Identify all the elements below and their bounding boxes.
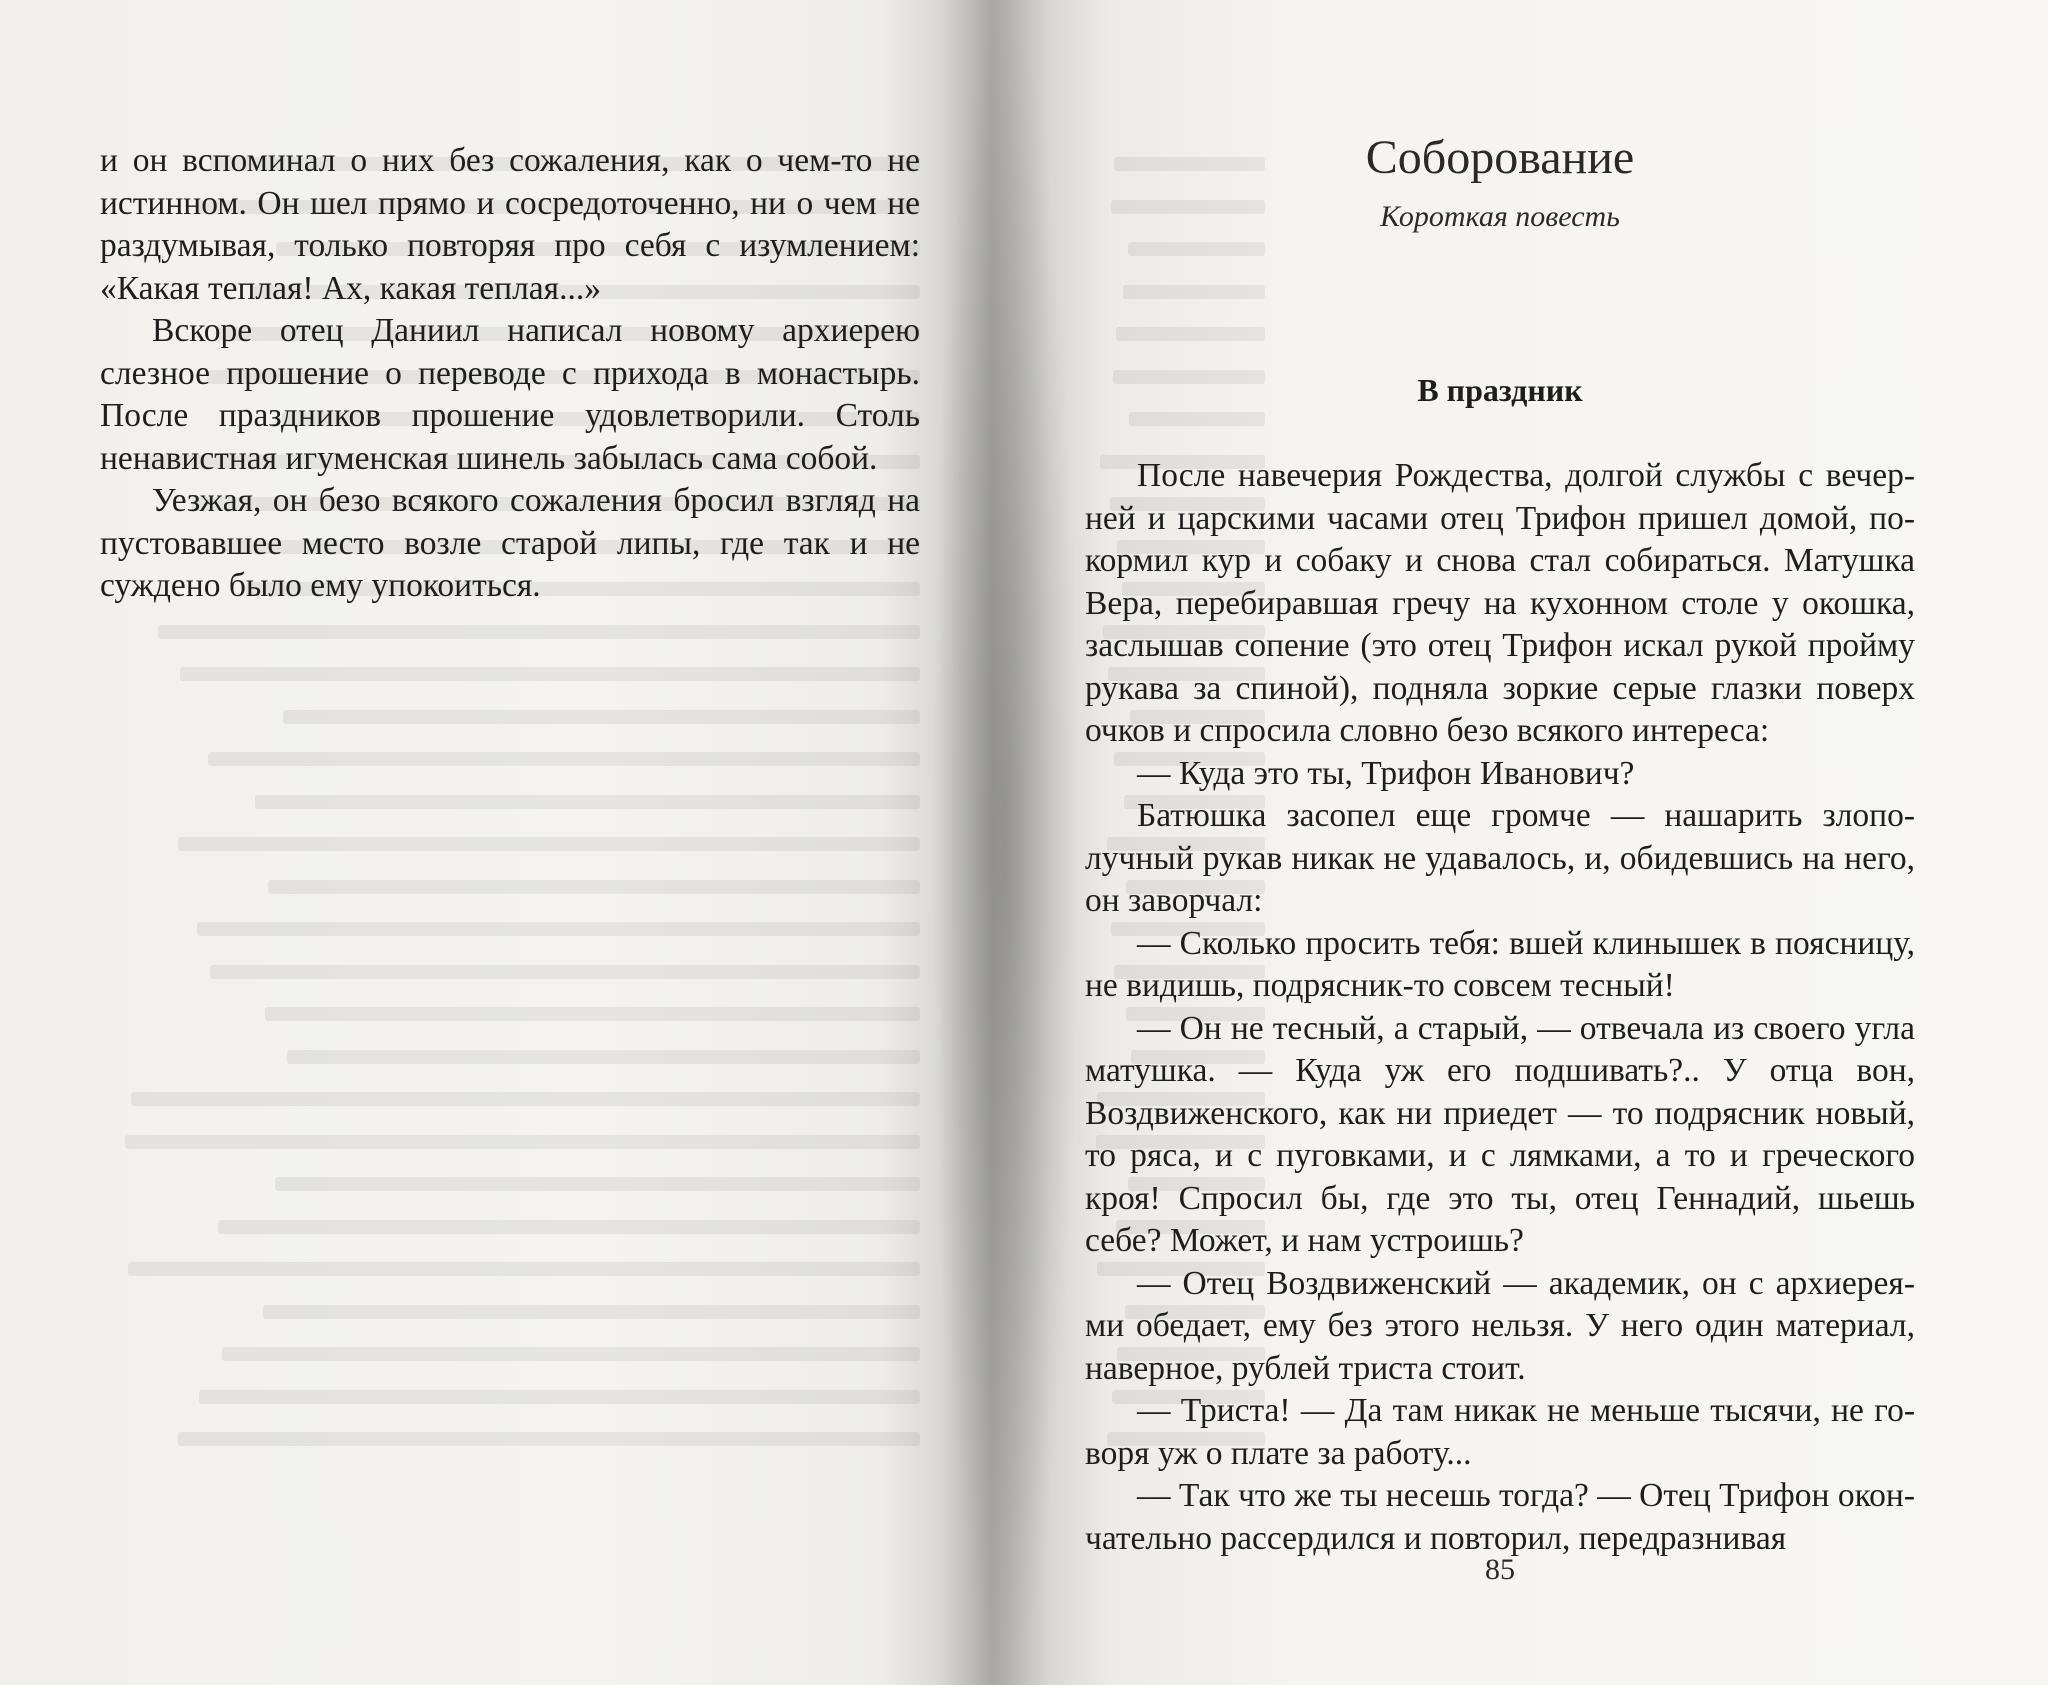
page-number: 85 — [1485, 1553, 1515, 1586]
right-paragraph: — Он не тесный, а старый, — отвечала из своего угла матушка. — Куда уж его подшивать?.. У отца вон, Воздвиженского, как ни приедет — то подрясник новый, то ряса, и с пуговками, и с лямками, а то и греческого кроя! Спросил бы, где это ты, отец Геннадий, шьешь себе? Может, и нам устроишь? — [1085, 1009, 1915, 1259]
left-page — [100, 0, 930, 1685]
left-paragraph: Вскоре отец Даниил написал новому архиерею слезное прошение о переводе с прихода в монастырь. После праздников прошение удовлетворили. Столь ненавистная игуменская шинель забылась сама собой. — [100, 312, 920, 477]
left-paragraph: Уезжая, он безо всякого сожаления бросил взгляд на пустовавшее место возле старой липы, где так и не суждено было ему упокоиться. — [100, 482, 920, 604]
chapter-title: Соборование — [1365, 131, 1635, 184]
left-paragraph: и он вспоминал о них без сожаления, как о чем-то не истинном. Он шел прямо и сосредоточенно, ни о чем не раздумывая, только повторяя про себя с изумлением: «Какая теплая! Ах, какая теплая...» — [100, 142, 920, 307]
section-heading: В праздник — [1417, 372, 1583, 408]
right-paragraph: — Так что же ты несешь тогда? — Отец Трифон окончательно рассердился и повторил, передразнивая — [1085, 1477, 1915, 1557]
right-paragraph: — Триста! — Да там никак не меньше тысячи, не говоря уж о плате за работу... — [1085, 1392, 1915, 1472]
left-page-text — [100, 140, 920, 608]
right-paragraph: — Сколько просить тебя: вшей клинышек в поясницу, не видишь, подрясник-то совсем тесный! — [1085, 924, 1915, 1004]
right-paragraph: Батюшка засопел еще громче — нашарить злополучный рукав никак не удавалось, и, обидевшись на него, он заворчал: — [1085, 797, 1915, 919]
right-page-text — [1085, 455, 1915, 1560]
right-paragraph: — Куда это ты, Трифон Иванович? — [1137, 754, 1635, 792]
right-paragraph: После навечерия Рождества, долгой службы с вечерней и царскими часами отец Трифон пришел домой, покормил кур и собаку и снова стал собираться. Матушка Вера, перебиравшая гречу на кухонном столе у окошка, заслышав сопение (это отец Трифон искал рукой пройму рукава за спиной), подняла зоркие серые глазки поверх очков и спросила словно безо всякого интереса: — [1085, 457, 1915, 749]
chapter-subtitle: Короткая повесть — [1380, 200, 1620, 233]
right-page — [1085, 0, 1915, 1685]
right-paragraph: — Отец Воздвиженский — академик, он с архиереями обедает, ему без этого нельзя. У него один материал, наверное, рублей триста стоит. — [1085, 1264, 1915, 1387]
